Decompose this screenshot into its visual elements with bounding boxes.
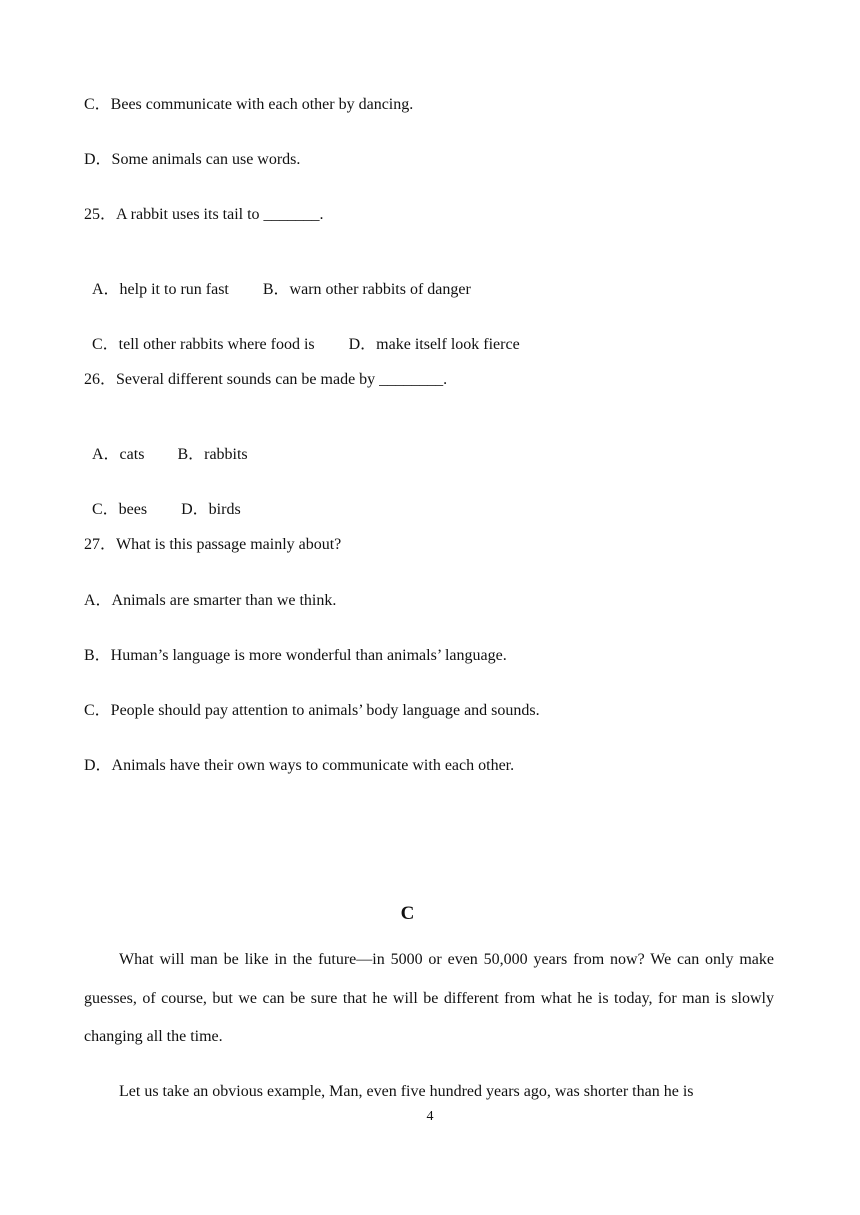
q27-option-b: B．Human’s language is more wonderful than animals’ language. [84,647,507,664]
q26-option-b: B．rabbits [177,446,248,463]
q26-stem: 26．Several different sounds can be made by ________. [84,371,448,388]
section-c-title: C [400,903,415,924]
q27-option-d: D．Animals have their own ways to communicate with each other. [84,757,515,774]
q26-options-row-1 [84,425,248,465]
q25-option-d: D．make itself look fierce [348,336,520,353]
q26-option-d: D．birds [181,501,241,518]
section-c-paragraph-2: Let us take an obvious example, Man, even five hundred years ago, was shorter than he is [119,1083,694,1100]
q25-option-a: A．help it to run fast [92,281,229,298]
q25-options-row-1 [84,260,471,300]
q27-option-a: A．Animals are smarter than we think. [84,592,337,609]
section-c-paragraph-1: What will man be like in the future—in 5000 or even 50,000 years from now? We can only make guesses, of course, but we can be sure that he will be different from what he is today, for man is slowly changing all the time. [84,951,774,1045]
q25-option-c: C．tell other rabbits where food is [92,336,315,353]
q26-option-c: C．bees [92,501,148,518]
q27-option-c: C．People should pay attention to animals’ body language and sounds. [84,702,540,719]
q26-options-row-2 [84,480,241,520]
q27-stem: 27．What is this passage mainly about? [84,536,342,553]
page-number: 4 [426,1109,434,1124]
q25-options-row-2 [84,315,520,355]
q26-option-a: A．cats [92,446,145,463]
q24-option-d: D．Some animals can use words. [84,151,301,168]
q25-option-b: B．warn other rabbits of danger [262,281,471,298]
q25-stem: 25．A rabbit uses its tail to _______. [84,206,324,223]
q24-option-c: C．Bees communicate with each other by dancing. [84,96,414,113]
